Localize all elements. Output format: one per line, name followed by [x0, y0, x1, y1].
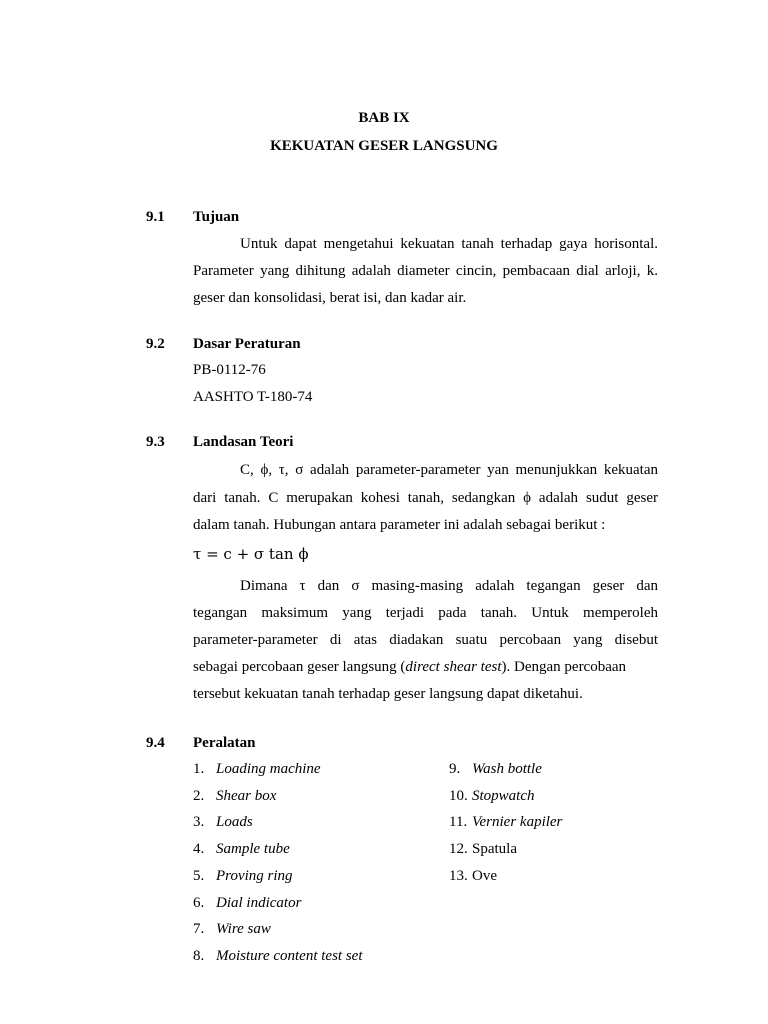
equipment-item-number: 3.	[193, 814, 205, 831]
reference-item: AASHTO T-180-74	[193, 389, 313, 405]
equipment-list-item	[193, 947, 363, 965]
section-number-9-2: 9.2	[146, 336, 165, 352]
equipment-item-number: 2.	[193, 787, 205, 804]
equipment-list-item	[193, 787, 276, 805]
equipment-item-number: 9.	[449, 761, 461, 777]
equipment-item-number: 7.	[193, 921, 205, 938]
section-number-9-3: 9.3	[146, 434, 165, 450]
equipment-item-name: Moisture content test set	[216, 947, 363, 964]
equipment-list-item	[449, 813, 562, 831]
teori-p2-line-3: parameter-parameter di atas diadakan suatu percobaan yang disebut	[193, 632, 658, 648]
shear-strength-formula: τ = c + σ tan ϕ	[193, 545, 309, 563]
tujuan-line-3: geser dan konsolidasi, berat isi, dan kadar air.	[193, 290, 467, 306]
teori-p2-line-5: tersebut kekuatan tanah terhadap geser langsung dapat diketahui.	[193, 686, 583, 702]
equipment-item-name: Stopwatch	[472, 787, 535, 804]
equipment-item-name: Loads	[216, 814, 253, 831]
direct-shear-test-term: direct shear test	[405, 659, 502, 675]
section-heading-tujuan: Tujuan	[193, 209, 240, 225]
equipment-list-item	[449, 787, 535, 805]
tujuan-line-2: Parameter yang dihitung adalah diameter cincin, pembacaan dial arloji, k.	[193, 263, 658, 279]
teori-p2-line-4-pre: sebagai percobaan geser langsung (	[193, 659, 406, 675]
equipment-item-name: Vernier kapiler	[472, 814, 563, 831]
equipment-item-number: 5.	[193, 867, 205, 884]
equipment-item-name: Wash bottle	[472, 761, 542, 777]
equipment-item-number: 13.	[449, 867, 468, 884]
section-number-9-1: 9.1	[146, 209, 165, 225]
equipment-list-item	[193, 760, 321, 778]
equipment-item-number: 10.	[449, 787, 468, 804]
equipment-list-item	[449, 840, 517, 858]
equipment-item-number: 8.	[193, 947, 205, 964]
teori-p2-line-4-post: ). Dengan percobaan	[501, 659, 627, 675]
teori-p2-line-4-text	[193, 658, 626, 676]
teori-p1-line-3: dalam tanah. Hubungan antara parameter ini adalah sebagai berikut :	[193, 517, 606, 533]
equipment-item-name: Sample tube	[216, 841, 290, 858]
teori-p1-line-1: C, ϕ, τ, σ adalah parameter-parameter yan menunjukkan kekuatan	[240, 462, 658, 478]
section-number-9-4: 9.4	[146, 735, 165, 751]
teori-p2-line-2: tegangan maksimum yang terjadi pada tanah. Untuk memperoleh	[193, 605, 658, 621]
equipment-item-number: 1.	[193, 761, 205, 777]
teori-p1-line-2: dari tanah. C merupakan kohesi tanah, sedangkan ϕ adalah sudut geser	[193, 490, 658, 506]
equipment-item-name: Ove	[472, 867, 497, 884]
equipment-item-name: Shear box	[216, 787, 277, 804]
equipment-item-name: Loading machine	[216, 761, 321, 777]
teori-p2-line-4	[193, 658, 658, 676]
equipment-item-name: Spatula	[472, 841, 517, 858]
tujuan-line-1: Untuk dapat mengetahui kekuatan tanah terhadap gaya horisontal.	[240, 236, 658, 252]
chapter-label: BAB IX	[358, 110, 410, 126]
equipment-item-name: Dial indicator	[216, 894, 302, 911]
chapter-title: KEKUATAN GESER LANGSUNG	[270, 138, 498, 154]
equipment-list-item	[193, 813, 253, 831]
equipment-list-item	[449, 867, 497, 885]
section-heading-dasar-peraturan: Dasar Peraturan	[193, 336, 301, 352]
equipment-list-item	[193, 894, 301, 912]
equipment-list-item	[193, 840, 290, 858]
reference-item: PB-0112-76	[193, 362, 266, 378]
equipment-item-number: 11.	[449, 814, 468, 831]
equipment-item-number: 12.	[449, 841, 468, 858]
equipment-item-name: Wire saw	[216, 921, 271, 938]
equipment-list-item	[193, 920, 271, 938]
section-heading-landasan-teori: Landasan Teori	[193, 434, 294, 450]
teori-p2-line-1: Dimana τ dan σ masing-masing adalah tegangan geser dan	[240, 578, 658, 594]
equipment-list-item	[449, 760, 542, 778]
equipment-item-number: 6.	[193, 894, 205, 911]
section-heading-peralatan: Peralatan	[193, 735, 256, 751]
equipment-item-number: 4.	[193, 841, 205, 858]
equipment-list-item	[193, 867, 293, 885]
equipment-item-name: Proving ring	[216, 867, 293, 884]
